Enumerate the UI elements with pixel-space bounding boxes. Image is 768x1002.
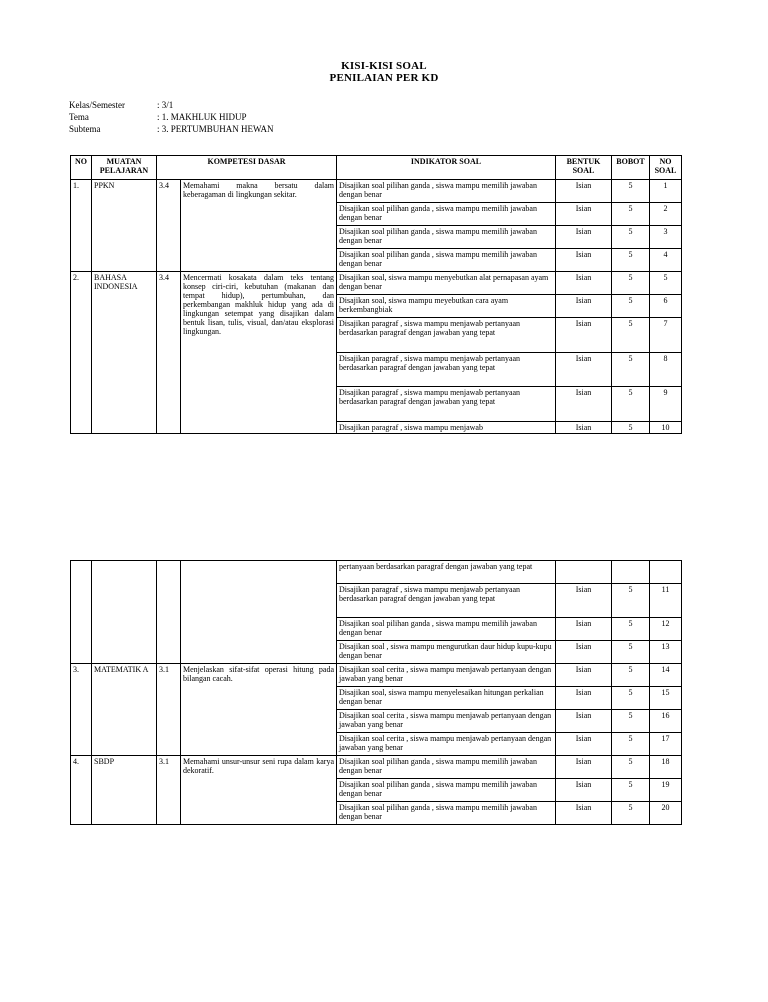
bentuk-soal: Isian	[556, 295, 612, 318]
kd-number: 3.4	[157, 180, 181, 272]
kd-number: 3.1	[157, 756, 181, 825]
bobot: 5	[612, 318, 650, 353]
bentuk-soal: Isian	[556, 802, 612, 825]
kd-description: Memahami makna bersatu dalam keberagaman di lingkungan sekitar.	[181, 180, 337, 272]
table-header-row	[71, 156, 682, 180]
indikator-soal: Disajikan soal pilihan ganda , siswa mampu memilih jawaban dengan benar	[337, 203, 556, 226]
nomor-soal: 13	[650, 641, 682, 664]
kd-description: Mencermati kosakata dalam teks tentang konsep ciri-ciri, kebutuhan (makanan dan tempat hidup), pertumbuhan, dan perkembangan makhluk hidup yang ada di lingkungan setempat yang disajikan dalam bentuk lisan, tulis, visual, dan/atau eksplorasi lingkungan.	[181, 272, 337, 434]
bobot: 5	[612, 664, 650, 687]
muatan-pelajaran	[92, 561, 157, 664]
indikator-soal: Disajikan paragraf , siswa mampu menjawab pertanyaan berdasarkan paragraf dengan jawaban yang tepat	[337, 584, 556, 618]
bentuk-soal: Isian	[556, 318, 612, 353]
bentuk-soal: Isian	[556, 779, 612, 802]
kd-description: Memahami unsur-unsur seni rupa dalam karya dekoratif.	[181, 756, 337, 825]
indikator-soal: Disajikan soal cerita , siswa mampu menjawab pertanyaan dengan jawaban yang benar	[337, 733, 556, 756]
table-row	[71, 756, 682, 779]
bentuk-soal: Isian	[556, 226, 612, 249]
kd-description	[181, 561, 337, 664]
document-subtitle: PENILAIAN PER KD	[329, 72, 439, 84]
header-bobot: BOBOT	[612, 156, 650, 180]
header-nosoal: NO SOAL	[650, 156, 682, 180]
bobot: 5	[612, 618, 650, 641]
meta-value: : 3. PERTUMBUHAN HEWAN	[157, 124, 274, 134]
muatan-pelajaran: BAHASA INDONESIA	[92, 272, 157, 434]
bentuk-soal: Isian	[556, 249, 612, 272]
muatan-pelajaran: SBDP	[92, 756, 157, 825]
bobot: 5	[612, 272, 650, 295]
kisi-table-page2	[70, 560, 682, 825]
row-number: 4.	[71, 756, 92, 825]
bobot: 5	[612, 779, 650, 802]
header-indikator: INDIKATOR SOAL	[337, 156, 556, 180]
bobot: 5	[612, 802, 650, 825]
row-number: 2.	[71, 272, 92, 434]
bentuk-soal: Isian	[556, 203, 612, 226]
meta-label: Tema	[69, 112, 89, 122]
muatan-pelajaran: MATEMATIK A	[92, 664, 157, 756]
indikator-soal: Disajikan paragraf , siswa mampu menjawab	[337, 422, 556, 434]
bobot: 5	[612, 710, 650, 733]
nomor-soal: 11	[650, 584, 682, 618]
nomor-soal: 3	[650, 226, 682, 249]
indikator-soal: Disajikan soal pilihan ganda , siswa mampu memilih jawaban dengan benar	[337, 180, 556, 203]
nomor-soal	[650, 561, 682, 584]
muatan-pelajaran: PPKN	[92, 180, 157, 272]
indikator-soal: Disajikan paragraf , siswa mampu menjawab pertanyaan berdasarkan paragraf dengan jawaban yang tepat	[337, 353, 556, 387]
kd-description: Menjelaskan sifat-sifat operasi hitung pada bilangan cacah.	[181, 664, 337, 756]
bentuk-soal: Isian	[556, 687, 612, 710]
bentuk-soal: Isian	[556, 422, 612, 434]
nomor-soal: 6	[650, 295, 682, 318]
bobot: 5	[612, 584, 650, 618]
indikator-soal: Disajikan soal pilihan ganda , siswa mampu memilih jawaban dengan benar	[337, 756, 556, 779]
bobot: 5	[612, 422, 650, 434]
header-no: NO	[71, 156, 92, 180]
bentuk-soal: Isian	[556, 710, 612, 733]
indikator-soal: pertanyaan berdasarkan paragraf dengan jawaban yang tepat	[337, 561, 556, 584]
indikator-soal: Disajikan soal pilihan ganda , siswa mampu memilih jawaban dengan benar	[337, 618, 556, 641]
kd-number: 3.1	[157, 664, 181, 756]
header-bentuk: BENTUK SOAL	[556, 156, 612, 180]
bentuk-soal: Isian	[556, 641, 612, 664]
bentuk-soal: Isian	[556, 584, 612, 618]
nomor-soal: 7	[650, 318, 682, 353]
nomor-soal: 17	[650, 733, 682, 756]
bentuk-soal: Isian	[556, 387, 612, 422]
indikator-soal: Disajikan soal cerita , siswa mampu menjawab pertanyaan dengan jawaban yang benar	[337, 664, 556, 687]
nomor-soal: 9	[650, 387, 682, 422]
nomor-soal: 14	[650, 664, 682, 687]
bobot: 5	[612, 756, 650, 779]
nomor-soal: 16	[650, 710, 682, 733]
meta-label: Subtema	[69, 124, 101, 134]
meta-row-tema	[69, 111, 273, 123]
kisi-table-page1	[70, 155, 682, 434]
bobot: 5	[612, 641, 650, 664]
header-kd: KOMPETESI DASAR	[157, 156, 337, 180]
kd-number: 3.4	[157, 272, 181, 434]
nomor-soal: 19	[650, 779, 682, 802]
bentuk-soal: Isian	[556, 733, 612, 756]
bentuk-soal	[556, 561, 612, 584]
nomor-soal: 5	[650, 272, 682, 295]
bobot: 5	[612, 687, 650, 710]
indikator-soal: Disajikan paragraf , siswa mampu menjawab pertanyaan berdasarkan paragraf dengan jawaban yang tepat	[337, 387, 556, 422]
bentuk-soal: Isian	[556, 180, 612, 203]
indikator-soal: Disajikan soal cerita , siswa mampu menjawab pertanyaan dengan jawaban yang benar	[337, 710, 556, 733]
bobot: 5	[612, 733, 650, 756]
indikator-soal: Disajikan soal , siswa mampu mengurutkan daur hidup kupu-kupu dengan benar	[337, 641, 556, 664]
bobot	[612, 561, 650, 584]
nomor-soal: 10	[650, 422, 682, 434]
row-number	[71, 561, 92, 664]
bobot: 5	[612, 226, 650, 249]
meta-row-kelas	[69, 99, 273, 111]
bentuk-soal: Isian	[556, 272, 612, 295]
indikator-soal: Disajikan soal, siswa mampu menyebutkan alat pernapasan ayam dengan benar	[337, 272, 556, 295]
table-row	[71, 272, 682, 295]
indikator-soal: Disajikan soal pilihan ganda , siswa mampu memilih jawaban dengan benar	[337, 779, 556, 802]
bentuk-soal: Isian	[556, 353, 612, 387]
header-muatan: MUATAN PELAJARAN	[92, 156, 157, 180]
table-body	[71, 180, 682, 434]
bobot: 5	[612, 180, 650, 203]
bentuk-soal: Isian	[556, 664, 612, 687]
table-row	[71, 664, 682, 687]
indikator-soal: Disajikan soal, siswa mampu menyelesaikan hitungan perkalian dengan benar	[337, 687, 556, 710]
nomor-soal: 15	[650, 687, 682, 710]
indikator-soal: Disajikan paragraf , siswa mampu menjawab pertanyaan berdasarkan paragraf dengan jawaban yang tepat	[337, 318, 556, 353]
indikator-soal: Disajikan soal pilihan ganda , siswa mampu memilih jawaban dengan benar	[337, 249, 556, 272]
bobot: 5	[612, 203, 650, 226]
bobot: 5	[612, 295, 650, 318]
indikator-soal: Disajikan soal pilihan ganda , siswa mampu memilih jawaban dengan benar	[337, 802, 556, 825]
table-row	[71, 180, 682, 203]
bentuk-soal: Isian	[556, 618, 612, 641]
nomor-soal: 8	[650, 353, 682, 387]
bobot: 5	[612, 387, 650, 422]
kd-number	[157, 561, 181, 664]
nomor-soal: 4	[650, 249, 682, 272]
nomor-soal: 2	[650, 203, 682, 226]
bentuk-soal: Isian	[556, 756, 612, 779]
meta-label: Kelas/Semester	[69, 100, 125, 110]
bobot: 5	[612, 249, 650, 272]
table-row	[71, 561, 682, 584]
meta-value: : 3/1	[157, 100, 174, 110]
nomor-soal: 18	[650, 756, 682, 779]
nomor-soal: 20	[650, 802, 682, 825]
meta-row-subtema	[69, 123, 273, 135]
document-title: KISI-KISI SOAL	[341, 60, 427, 72]
nomor-soal: 1	[650, 180, 682, 203]
nomor-soal: 12	[650, 618, 682, 641]
table-body	[71, 561, 682, 825]
meta-value: : 1. MAKHLUK HIDUP	[157, 112, 247, 122]
row-number: 1.	[71, 180, 92, 272]
row-number: 3.	[71, 664, 92, 756]
bobot: 5	[612, 353, 650, 387]
document-meta	[69, 99, 273, 135]
indikator-soal: Disajikan soal, siswa mampu meyebutkan cara ayam berkembangbiak	[337, 295, 556, 318]
indikator-soal: Disajikan soal pilihan ganda , siswa mampu memilih jawaban dengan benar	[337, 226, 556, 249]
